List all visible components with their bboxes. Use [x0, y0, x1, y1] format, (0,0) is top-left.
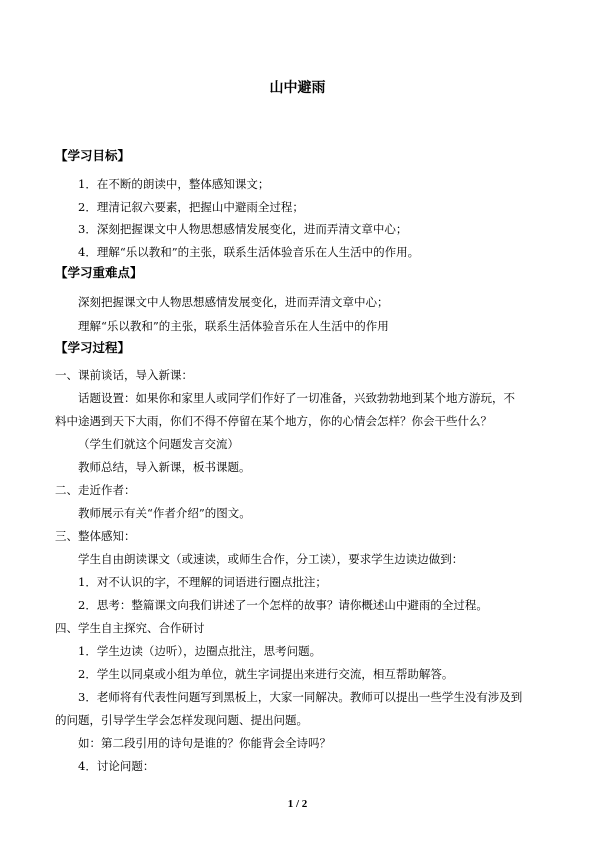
section-heading-goals: 【学习目标】 — [55, 148, 131, 163]
goal-item: 4．理解“乐以教和”的主张，联系生活体验音乐在人生活中的作用。 — [78, 245, 420, 259]
section-heading-key-points: 【学习重难点】 — [55, 265, 143, 280]
key-point-item: 深刻把握课文中人物思想感情发展变化，进而弄清文章中心； — [78, 295, 389, 309]
process-paragraph: （学生们就这个问题发言交流） — [78, 437, 239, 451]
goal-item: 2．理清记叙六要素，把握山中避雨全过程； — [78, 200, 304, 214]
document-title: 山中避雨 — [269, 80, 326, 96]
process-paragraph: 料中途遇到天下大雨，你们不得不停留在某个地方，你的心情会怎样？你会干些什么？ — [55, 414, 492, 428]
process-paragraph: 学生自由朗读课文（或速读，或师生合作，分工读），要求学生边读边做到： — [78, 552, 464, 566]
section-heading-process: 【学习过程】 — [55, 340, 131, 355]
process-paragraph: 2．学生以同桌或小组为单位，就生字词提出来进行交流，相互帮助解答。 — [78, 667, 454, 681]
process-step-heading: 一、课前谈话，导入新课： — [55, 368, 193, 382]
goal-item: 1．在不断的朗读中，整体感知课文； — [78, 177, 270, 191]
process-step-heading: 四、学生自主探究、合作研讨 — [55, 621, 205, 635]
process-paragraph: 1．学生边读（边听），边圈点批注，思考问题。 — [78, 644, 322, 658]
process-paragraph: 如：第二段引用的诗句是谁的？你能背会全诗吗？ — [78, 736, 331, 750]
process-step-heading: 二、走近作者： — [55, 483, 136, 497]
process-step-heading: 三、整体感知： — [55, 529, 136, 543]
process-paragraph: 4．讨论问题： — [78, 759, 155, 773]
goal-item: 3．深刻把握课文中人物思想感情发展变化，进而弄清文章中心； — [78, 222, 408, 236]
process-paragraph: 的问题，引导学生学会怎样发现问题、提出问题。 — [55, 713, 308, 727]
process-paragraph: 2．思考：整篇课文向我们讲述了一个怎样的故事？请你概述山中避雨的全过程。 — [78, 598, 488, 612]
process-paragraph: 3．老师将有代表性问题写到黑板上，大家一同解决。教师可以提出一些学生没有涉及到 — [78, 690, 523, 704]
process-paragraph: 教师总结，导入新课，板书课题。 — [78, 460, 251, 474]
page-number: 1 / 2 — [287, 798, 308, 810]
key-point-item: 理解“乐以教和”的主张，联系生活体验音乐在人生活中的作用 — [78, 319, 389, 333]
process-paragraph: 话题设置：如果你和家里人或同学们作好了一切准备，兴致勃勃地到某个地方游玩，不 — [78, 391, 515, 405]
process-paragraph: 教师展示有关“作者介绍”的图文。 — [78, 506, 251, 520]
process-paragraph: 1．对不认识的字，不理解的词语进行圈点批注； — [78, 575, 327, 589]
